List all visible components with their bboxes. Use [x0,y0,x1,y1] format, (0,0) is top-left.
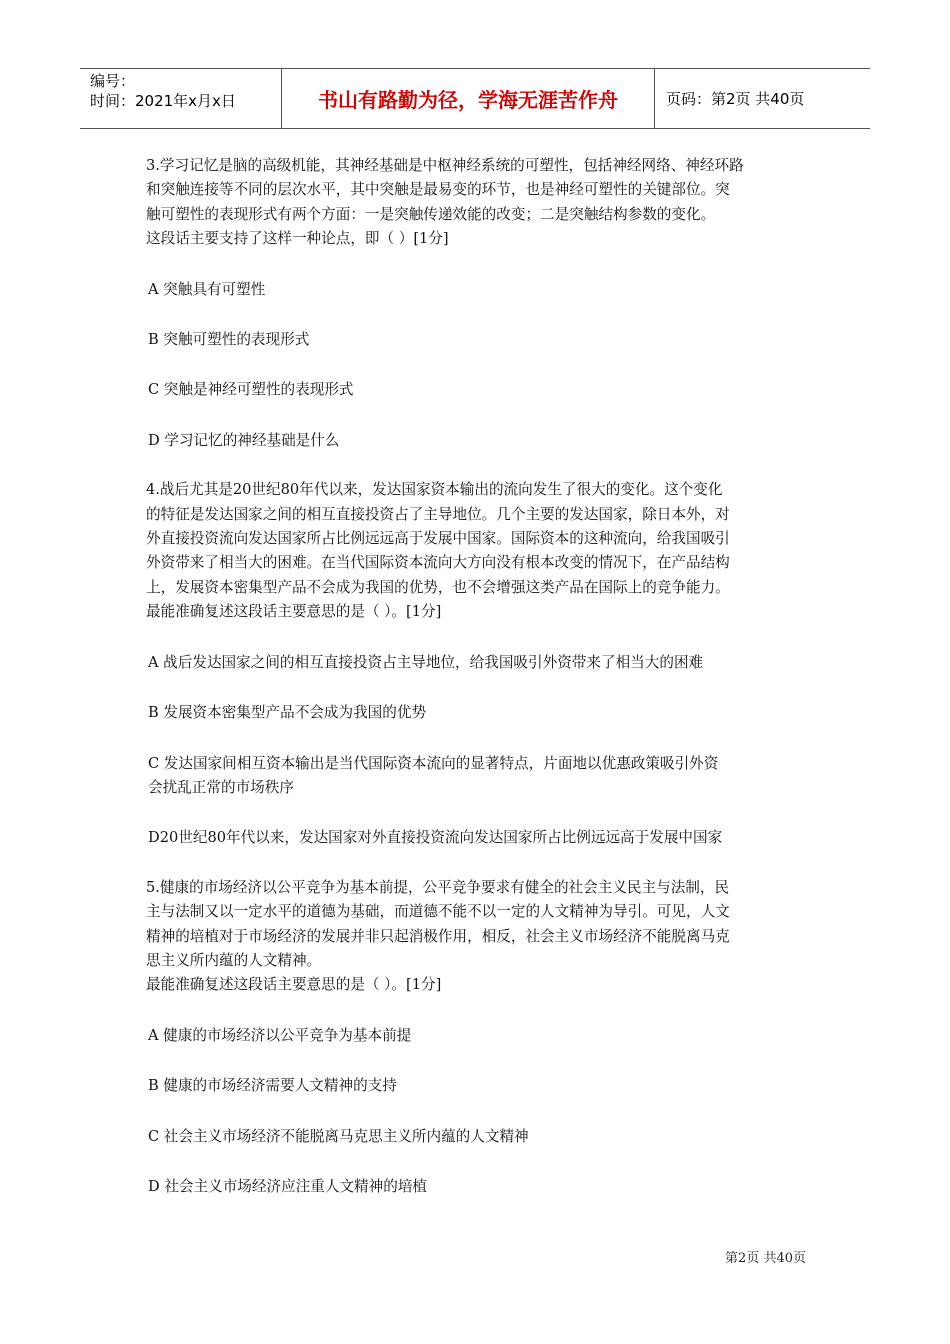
answer-option [146,752,808,801]
stem-line: 主与法制又以一定水平的道德为基础，而道德不能不以一定的人文精神为导引。可见，人文 [146,903,730,921]
stem-line: 上，发展资本密集型产品不会成为我国的优势，也不会增强这类产品在国际上的竞争能力。 [146,578,730,596]
answer-option [146,701,808,725]
question-stem [146,154,808,252]
question-5 [146,876,808,1200]
option-line: A 突触具有可塑性 [148,280,266,298]
option-line: 会扰乱正常的市场秩序 [148,778,294,796]
question-stem [146,478,808,624]
option-line: D20世纪80年代以来，发达国家对外直接投资流向发达国家所占比例远远高于发展中国家 [148,829,723,847]
option-line: A 健康的市场经济以公平竞争为基本前提 [148,1026,412,1044]
stem-line: 最能准确复述这段话主要意思的是（ ）。[1分] [146,603,442,621]
stem-line: 这段话主要支持了这样一种论点，即（ ）[1分] [146,230,449,248]
page-header [80,68,870,129]
option-line: C 发达国家间相互资本输出是当代国际资本流向的显著特点，片面地以优惠政策吸引外资 [148,754,719,772]
answer-option [146,1175,808,1199]
option-line: C 突触是神经可塑性的表现形式 [148,381,354,399]
header-divider [654,69,655,128]
stem-line: 外直接投资流向发达国家所占比例远远高于发展中国家。国际资本的这种流向，给我国吸引 [146,530,730,548]
stem-line: 3.学习记忆是脑的高级机能，其神经基础是中枢神经系统的可塑性，包括神经网络、神经环路 [146,157,744,174]
stem-line: 的特征是发达国家之间的相互直接投资占了主导地位。几个主要的发达国家，除日本外，对 [146,505,730,523]
answer-option [146,1125,808,1149]
answer-option [146,1074,808,1098]
question-list [146,154,808,1199]
question-3 [146,154,808,478]
stem-line: 4.战后尤其是20世纪80年代以来，发达国家资本输出的流向发生了很大的变化。这个变化 [146,481,723,499]
header-meta [90,71,280,111]
stem-line: 5.健康的市场经济以公平竞争为基本前提，公平竞争要求有健全的社会主义民主与法制，民 [146,878,730,896]
header-page-info: 页码：第2页 共40页 [666,90,805,108]
answer-option [146,651,808,675]
answer-option [146,278,808,302]
serial-label: 编号： [90,72,136,90]
answer-option [146,429,808,453]
option-line: A 战后发达国家之间的相互直接投资占主导地位，给我国吸引外资带来了相当大的困难 [148,653,704,671]
header-motto: 书山有路勤为径，学海无涯苦作舟 [318,88,618,112]
page-footer: 第2页 共40页 [725,1251,806,1266]
answer-option [146,826,808,850]
stem-line: 触可塑性的表现形式有两个方面：一是突触传递效能的改变；二是突触结构参数的变化。 [146,205,716,223]
option-line: C 社会主义市场经济不能脱离马克思主义所内蕴的人文精神 [148,1127,529,1145]
option-line: B 发展资本密集型产品不会成为我国的优势 [148,704,427,722]
stem-line: 最能准确复述这段话主要意思的是（ ）。[1分] [146,976,442,994]
stem-line: 外资带来了相当大的困难。在当代国际资本流向大方向没有根本改变的情况下，在产品结构 [146,554,730,572]
time-label: 时间：2021年x月x日 [90,92,236,110]
option-line: D 社会主义市场经济应注重人文精神的培植 [148,1177,428,1195]
stem-line: 精神的培植对于市场经济的发展并非只起消极作用，相反，社会主义市场经济不能脱离马克 [146,927,730,945]
stem-line: 思主义所内蕴的人文精神。 [146,951,322,969]
answer-option [146,378,808,402]
question-4 [146,478,808,875]
option-line: B 突触可塑性的表现形式 [148,331,310,349]
option-line: D 学习记忆的神经基础是什么 [148,431,340,449]
option-line: B 健康的市场经济需要人文精神的支持 [148,1077,397,1095]
question-stem [146,876,808,998]
answer-option [146,328,808,352]
stem-line: 和突触连接等不同的层次水平，其中突触是最易变的环节，也是神经可塑性的关键部位。突 [146,181,730,199]
answer-option [146,1024,808,1048]
